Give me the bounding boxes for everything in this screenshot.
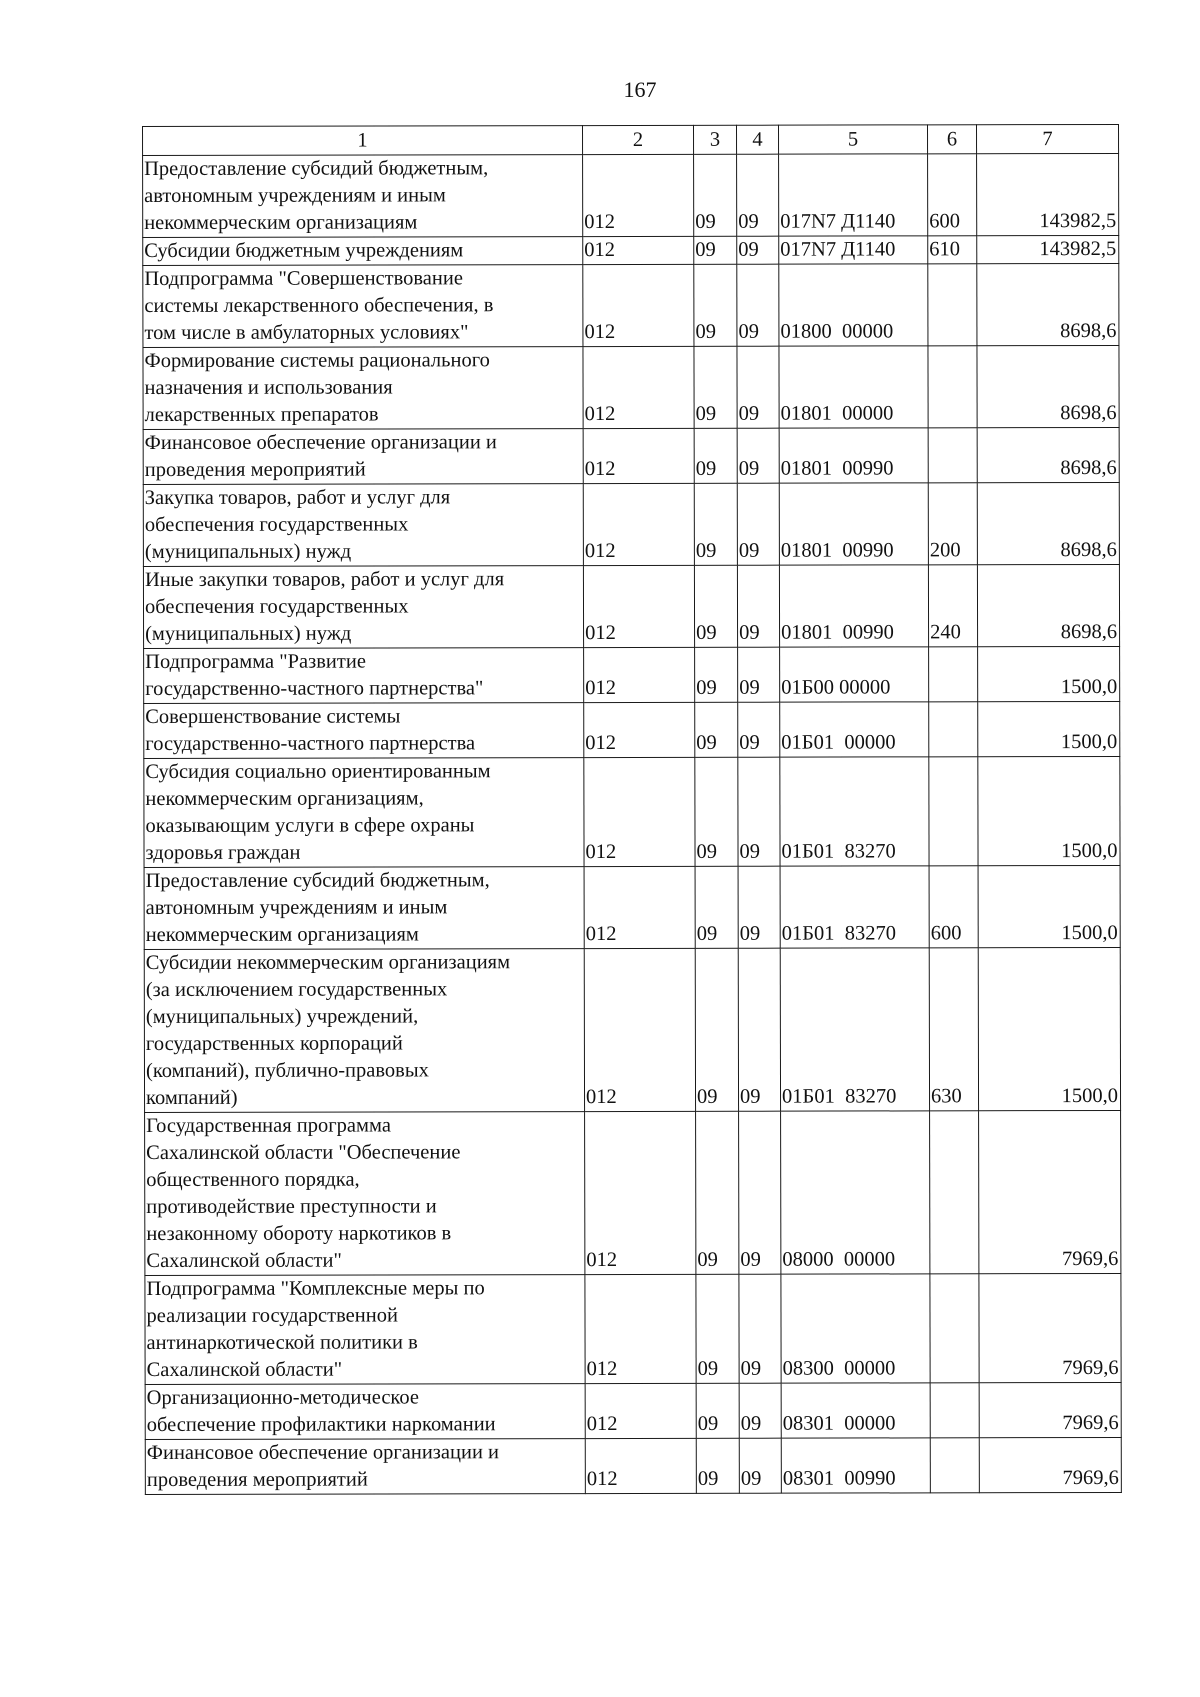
- cell-name-line: Финансовое обеспечение организации и: [146, 1441, 500, 1464]
- cell-ministry: 012: [585, 1111, 696, 1274]
- cell-name-line: Предоставление субсидий бюджетным,: [144, 157, 489, 180]
- cell-name: [144, 949, 584, 1113]
- cell-name-line: государственно-частного партнерства: [145, 732, 476, 755]
- cell-name-line: (компаний), публично-правовых: [145, 1059, 429, 1082]
- cell-section: 09: [694, 565, 737, 647]
- table-row: [145, 1437, 1121, 1494]
- cell-subsection: 09: [738, 866, 780, 948]
- cell-name: [143, 265, 583, 348]
- cell-name-line: (муниципальных) нужд: [145, 622, 352, 645]
- cell-section: 09: [695, 866, 738, 948]
- cell-target-article: 08300 00000: [781, 1274, 930, 1383]
- cell-name-line: некоммерческим организациям: [144, 211, 418, 234]
- cell-target-article: 01Б01 00000: [780, 702, 929, 757]
- cell-name: [145, 1112, 585, 1276]
- cell-target-article: 017N7 Д1140: [779, 154, 928, 236]
- cell-amount: 8698,6: [977, 263, 1119, 345]
- cell-name: [145, 1384, 585, 1440]
- cell-subsection: 09: [739, 1111, 781, 1274]
- cell-name: [143, 155, 583, 238]
- cell-amount: 7969,6: [979, 1110, 1121, 1273]
- cell-name-line: автономным учреждениям и иным: [144, 184, 446, 207]
- cell-expense-type: [929, 647, 978, 702]
- cell-subsection: 09: [737, 483, 779, 565]
- cell-name-line: лекарственных препаратов: [144, 403, 379, 426]
- cell-ministry: 012: [585, 1438, 696, 1493]
- cell-subsection: 09: [737, 236, 779, 264]
- cell-ministry: 012: [584, 757, 695, 866]
- cell-name-line: том числе в амбулаторных условиях": [144, 321, 469, 344]
- cell-expense-type: 630: [929, 948, 978, 1111]
- cell-name-line: некоммерческим организациям: [145, 923, 419, 946]
- header-cell-amount: 7: [976, 124, 1118, 153]
- cell-name-line: Сахалинской области": [146, 1358, 343, 1381]
- cell-target-article: 017N7 Д1140: [779, 236, 928, 264]
- table-row: [143, 564, 1119, 648]
- table-row: [143, 427, 1119, 484]
- cell-ministry: 012: [585, 1274, 696, 1383]
- cell-name-line: Субсидии некоммерческим организациям: [145, 951, 511, 974]
- cell-section: 09: [695, 757, 738, 866]
- cell-ministry: 012: [583, 236, 694, 264]
- cell-expense-type: [930, 1383, 979, 1438]
- cell-expense-type: [928, 346, 977, 428]
- cell-expense-type: [930, 1438, 979, 1493]
- header-cell-section: 3: [693, 125, 736, 154]
- cell-target-article: 01801 00000: [779, 346, 928, 428]
- cell-expense-type: 240: [928, 565, 977, 647]
- cell-expense-type: 600: [928, 154, 977, 236]
- cell-name-line: общественного порядка,: [146, 1168, 360, 1191]
- cell-name: [143, 484, 583, 567]
- cell-subsection: 09: [737, 154, 779, 236]
- cell-subsection: 09: [737, 428, 779, 483]
- cell-ministry: 012: [584, 866, 695, 948]
- cell-amount: 1500,0: [978, 646, 1120, 701]
- cell-name-line: Организационно-методическое: [146, 1386, 419, 1409]
- cell-subsection: 09: [738, 948, 780, 1111]
- cell-name: [143, 429, 583, 485]
- table-row: [145, 1382, 1121, 1439]
- cell-amount: 7969,6: [979, 1382, 1121, 1437]
- cell-ministry: 012: [583, 154, 694, 236]
- cell-amount: 1500,0: [978, 701, 1120, 756]
- table-row: [144, 947, 1120, 1112]
- cell-subsection: 09: [737, 565, 779, 647]
- table-row: [143, 345, 1119, 429]
- budget-table: [142, 124, 1122, 1495]
- cell-section: 09: [695, 948, 738, 1111]
- cell-expense-type: [929, 757, 978, 866]
- table-row: [144, 701, 1120, 758]
- cell-subsection: 09: [738, 702, 780, 757]
- cell-expense-type: [928, 428, 977, 483]
- cell-name: [144, 648, 584, 704]
- cell-target-article: 01Б00 00000: [780, 647, 929, 702]
- cell-ministry: 012: [583, 565, 694, 647]
- cell-name-line: противодействие преступности и: [146, 1195, 437, 1218]
- cell-target-article: 01Б01 83270: [780, 866, 929, 948]
- cell-name-line: Сахалинской области": [146, 1249, 342, 1272]
- cell-name: [144, 758, 584, 868]
- cell-amount: 1500,0: [978, 865, 1120, 947]
- table-row: [143, 482, 1119, 566]
- cell-name: [143, 566, 583, 649]
- cell-section: 09: [694, 428, 737, 483]
- cell-name-line: Формирование системы рационального: [144, 349, 490, 372]
- cell-name-line: Иные закупки товаров, работ и услуг для: [144, 568, 505, 591]
- cell-target-article: 01Б01 83270: [780, 757, 929, 866]
- cell-target-article: 01Б01 83270: [780, 948, 929, 1111]
- header-row: [143, 124, 1119, 155]
- cell-name-line: (муниципальных) нужд: [144, 540, 352, 563]
- cell-expense-type: [930, 1111, 979, 1274]
- cell-name-line: государственных корпораций: [145, 1032, 403, 1055]
- cell-ministry: 012: [585, 1383, 696, 1438]
- cell-name-line: Подпрограмма "Комплексные меры по: [146, 1277, 485, 1300]
- cell-name-line: Субсидии бюджетным учреждениям: [144, 239, 464, 262]
- cell-name-line: Финансовое обеспечение организации и: [144, 431, 497, 454]
- cell-ministry: 012: [584, 948, 695, 1111]
- cell-target-article: 01801 00990: [779, 483, 928, 565]
- cell-name-line: обеспечения государственных: [144, 595, 409, 618]
- cell-ministry: 012: [583, 483, 694, 565]
- cell-amount: 7969,6: [979, 1273, 1121, 1382]
- cell-expense-type: 200: [928, 483, 977, 565]
- cell-subsection: 09: [739, 1438, 781, 1493]
- cell-name: [143, 237, 583, 266]
- cell-section: 09: [696, 1274, 739, 1383]
- cell-section: 09: [694, 264, 737, 346]
- cell-name-line: реализации государственной: [146, 1304, 398, 1327]
- cell-name-line: назначения и использования: [144, 376, 393, 399]
- cell-name: [144, 703, 584, 759]
- cell-subsection: 09: [739, 1383, 781, 1438]
- cell-name-line: Предоставление субсидий бюджетным,: [145, 869, 490, 892]
- cell-name-line: Государственная программа: [146, 1114, 391, 1137]
- cell-amount: 1500,0: [978, 756, 1120, 865]
- table-row: [145, 1273, 1121, 1384]
- cell-name-line: Сахалинской области "Обеспечение: [146, 1141, 461, 1164]
- header-cell-subsection: 4: [736, 125, 778, 154]
- cell-name-line: здоровья граждан: [145, 841, 301, 864]
- cell-section: 09: [694, 483, 737, 565]
- cell-name: [145, 1439, 585, 1495]
- cell-subsection: 09: [737, 264, 779, 346]
- cell-ministry: 012: [584, 647, 695, 702]
- cell-ministry: 012: [583, 346, 694, 428]
- cell-expense-type: 610: [928, 236, 977, 264]
- cell-section: 09: [695, 702, 738, 757]
- header-cell-expense-type: 6: [927, 125, 976, 154]
- table-row: [143, 263, 1119, 347]
- table-row: [143, 153, 1119, 237]
- cell-name-line: системы лекарственного обеспечения, в: [144, 294, 494, 317]
- cell-name-line: проведения мероприятий: [144, 458, 366, 481]
- cell-amount: 8698,6: [977, 564, 1119, 646]
- header-cell-target-article: 5: [778, 125, 927, 154]
- table-row: [144, 646, 1120, 703]
- cell-amount: 143982,5: [977, 153, 1119, 235]
- cell-name-line: (за исключением государственных: [145, 978, 448, 1001]
- cell-expense-type: [929, 702, 978, 757]
- cell-name-line: обеспечение профилактики наркомании: [146, 1413, 496, 1436]
- cell-amount: 8698,6: [977, 427, 1119, 482]
- cell-subsection: 09: [738, 757, 780, 866]
- cell-name-line: проведения мероприятий: [146, 1468, 368, 1491]
- cell-name-line: некоммерческим организациям,: [145, 787, 424, 810]
- cell-name-line: компаний): [146, 1086, 238, 1109]
- cell-target-article: 01801 00990: [779, 565, 928, 647]
- cell-section: 09: [696, 1111, 739, 1274]
- cell-section: 09: [694, 236, 737, 264]
- cell-subsection: 09: [739, 1274, 781, 1383]
- cell-name-line: Подпрограмма "Совершенствование: [144, 267, 463, 290]
- cell-name-line: государственно-частного партнерства": [145, 677, 484, 700]
- cell-name: [145, 1275, 585, 1385]
- cell-name-line: Закупка товаров, работ и услуг для: [144, 486, 451, 509]
- cell-name: [144, 867, 584, 950]
- table-row: [144, 756, 1120, 867]
- cell-section: 09: [695, 647, 738, 702]
- cell-target-article: 08301 00000: [781, 1383, 930, 1438]
- budget-table-wrapper: [142, 124, 1121, 1495]
- cell-amount: 1500,0: [978, 947, 1120, 1110]
- cell-name-line: Субсидия социально ориентированным: [145, 760, 491, 783]
- cell-expense-type: 600: [929, 866, 978, 948]
- cell-name-line: обеспечения государственных: [144, 513, 409, 536]
- cell-ministry: 012: [583, 428, 694, 483]
- cell-section: 09: [694, 154, 737, 236]
- cell-section: 09: [696, 1383, 739, 1438]
- cell-target-article: 01801 00990: [779, 428, 928, 483]
- cell-name-line: Совершенствование системы: [145, 705, 401, 728]
- cell-name: [143, 347, 583, 430]
- cell-name-line: (муниципальных) учреждений,: [145, 1005, 419, 1028]
- cell-target-article: 01800 00000: [779, 264, 928, 346]
- cell-ministry: 012: [583, 264, 694, 346]
- cell-amount: 7969,6: [979, 1437, 1121, 1492]
- cell-ministry: 012: [584, 702, 695, 757]
- table-row: [144, 865, 1120, 949]
- header-cell-name: 1: [143, 126, 583, 156]
- cell-name-line: Подпрограмма "Развитие: [145, 650, 366, 673]
- cell-expense-type: [930, 1274, 979, 1383]
- cell-amount: 143982,5: [977, 235, 1119, 263]
- table-row: [143, 235, 1119, 265]
- cell-amount: 8698,6: [977, 482, 1119, 564]
- cell-expense-type: [928, 264, 977, 346]
- cell-name-line: незаконному обороту наркотиков в: [146, 1222, 452, 1245]
- cell-section: 09: [694, 346, 737, 428]
- cell-name-line: антинаркотической политики в: [146, 1331, 418, 1354]
- cell-name-line: оказывающим услуги в сфере охраны: [145, 814, 475, 837]
- table-body: [143, 153, 1122, 1494]
- cell-subsection: 09: [737, 346, 779, 428]
- cell-section: 09: [696, 1438, 739, 1493]
- cell-name-line: автономным учреждениям и иным: [145, 896, 448, 919]
- table-row: [145, 1110, 1121, 1275]
- page-number: 167: [623, 77, 657, 102]
- cell-target-article: 08301 00990: [781, 1438, 930, 1493]
- header-cell-ministry: 2: [583, 125, 694, 154]
- cell-target-article: 08000 00000: [781, 1111, 930, 1274]
- cell-subsection: 09: [738, 647, 780, 702]
- cell-amount: 8698,6: [977, 345, 1119, 427]
